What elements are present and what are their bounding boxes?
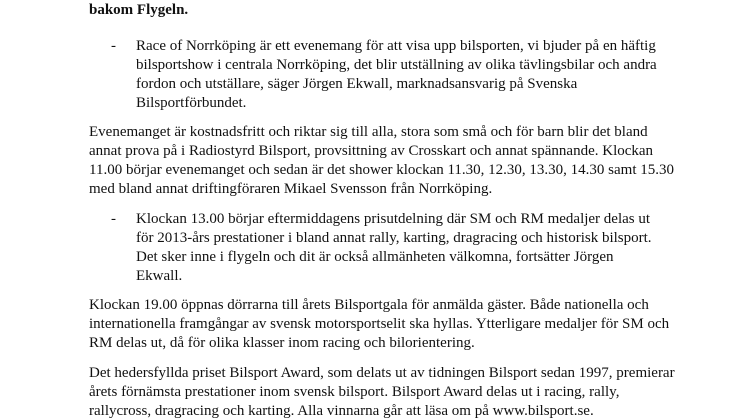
bullet-text: Klockan 13.00 börjar eftermiddagens prisutdelning där SM och RM medaljer delas ut för 2013-års prestationer i bland annat rally, karting, dragracing och historisk bilsport. Det sker inne i flygeln och dit är också allmänheten välkomna, fortsätter Jörgen Ekwall. <box>136 211 652 284</box>
bullet-dash: - <box>111 211 116 227</box>
bullet-item <box>89 37 709 113</box>
paragraph-gala: Klockan 19.00 öppnas dörrarna till årets Bilsportgala för anmälda gäster. Både nationella och internationella framgångar av svensk motorsportselit ska hyllas. Ytterligare medaljer för SM och RM delas ut, då för olika klasser inom racing och bilorientering. <box>89 297 670 351</box>
bullet-item <box>89 210 709 286</box>
bullet-text: Race of Norrköping är ett evenemang för att visa upp bilsporten, vi bjuder på en häftig bilsportshow i centrala Norrköping, det blir utställning av olika tävlingsbilar och andra fordon och utställare, säger Jörgen Ekwall, marknadsansvarig på Svenska Bilsportförbundet. <box>136 38 657 111</box>
paragraph-event-info: Evenemanget är kostnadsfritt och riktar sig till alla, stora som små och för barn blir det bland annat prova på i Radiostyrd Bilsport, provsittning av Crosskart och annat spännande. Klockan 11.00 börjar evenemanget och sedan är det shower klockan 11.30, 12.30, 13.30, 14.30 samt 15.30 med bland annat driftingföraren Mikael Svensson från Norrköping. <box>89 124 674 197</box>
partial-heading-bold: bakom Flygeln. <box>89 2 189 18</box>
paragraph-award: Det hedersfyllda priset Bilsport Award, som delats ut av tidningen Bilsport sedan 1997, premierar årets förnämsta prestationer inom svensk bilsport. Bilsport Award delas ut i racing, rally, rallycross, dragracing och karting. Alla vinnarna går att läsa om på www.bilsport.se. <box>89 365 675 419</box>
partial-heading <box>89 0 189 18</box>
bullet-dash: - <box>111 38 116 54</box>
